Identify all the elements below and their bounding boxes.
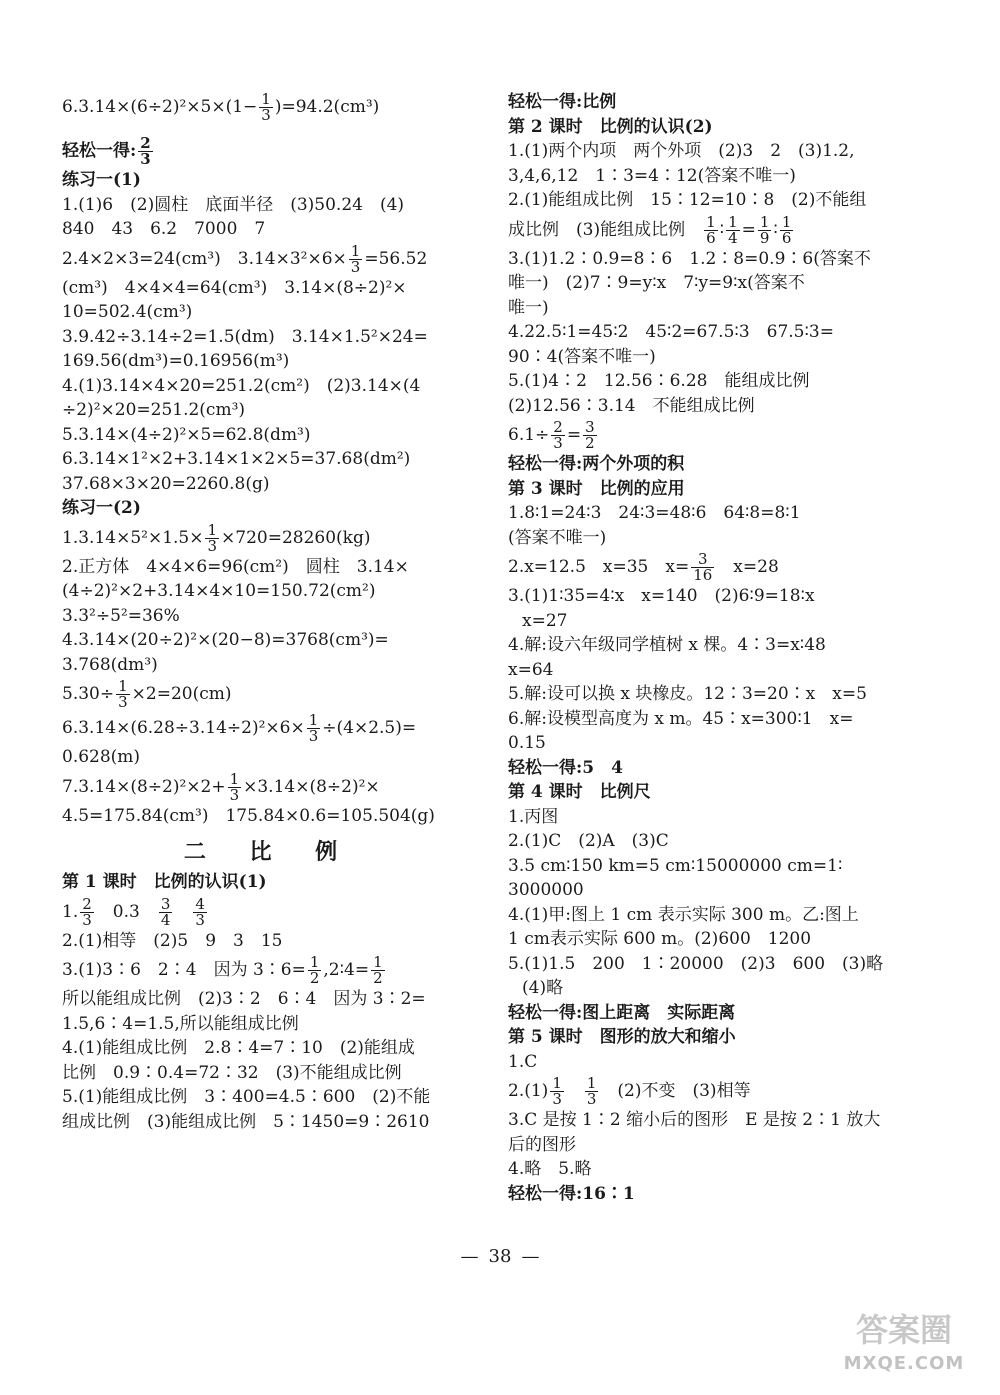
answer-line: 3.5 cm∶150 km=5 cm∶15000000 cm=1∶ [508, 855, 843, 876]
spacer [62, 124, 477, 134]
text: 5.30÷ [62, 684, 115, 704]
answer-line: (2)12.56∶3.14 不能组成比例 [508, 395, 755, 416]
numerator: 3 [691, 552, 714, 568]
answer-line [62, 770, 477, 804]
denominator: 3 [82, 910, 92, 929]
numerator: 1 [229, 769, 240, 788]
answer-line: 1.(1)两个内项 两个外项 (2)3 2 (3)1.2, [508, 141, 855, 161]
text: ÷(4×2.5)= [322, 718, 417, 738]
denominator: 3 [195, 910, 205, 929]
answer-line: 840 43 6.2 7000 7 [62, 219, 266, 239]
answer-line [62, 90, 477, 124]
numerator: 2 [82, 894, 92, 913]
section-title: 二 比 例 [183, 839, 356, 865]
lesson-title: 第 2 课时 比例的认识(2) [508, 116, 713, 137]
answer-line: 4.3.14×(20÷2)²×(20−8)=3768(cm³)= [62, 630, 389, 650]
lesson-title: 第 3 课时 比例的应用 [508, 478, 685, 499]
answer-line: 4.(1)甲:图上 1 cm 表示实际 300 m。乙:图上 [508, 904, 859, 925]
answer-line [62, 711, 477, 745]
denominator: 3 [350, 257, 361, 276]
text: )=94.2(cm³) [274, 97, 380, 117]
denominator: 3 [229, 785, 240, 804]
answer-line: 比例 0.9∶0.4=72∶32 (3)不能组成比例 [62, 1062, 402, 1083]
denominator: 3 [140, 150, 151, 168]
fraction [726, 212, 740, 247]
answer-line [508, 550, 920, 584]
denominator: 6 [781, 228, 792, 247]
right-column [508, 90, 920, 1206]
answer-line [62, 677, 477, 711]
lesson-title: 第 5 课时 图形的放大和缩小 [508, 1027, 736, 1047]
text: ×720=28260(kg) [221, 527, 371, 548]
watermark-url: MXQE.COM [843, 1353, 965, 1374]
denominator: 4 [728, 228, 738, 247]
easy-tip: 轻松一得:两个外项的积 [508, 454, 685, 474]
numerator: 1 [261, 90, 271, 108]
answer-line [62, 953, 477, 987]
denominator: 2 [309, 969, 320, 987]
watermark-logo: 答案圈 [855, 1311, 952, 1349]
answer-line: 0.628(m) [62, 747, 141, 767]
answer-line: 2.(1)C (2)A (3)C [508, 831, 669, 851]
answer-line: 4.(1)能组成比例 2.8∶4=7∶10 (2)能组成 [62, 1038, 415, 1058]
answer-line: 6.3.14×1²×2+3.14×1×2×5=37.68(dm²) [62, 449, 411, 469]
fraction [116, 679, 130, 710]
watermark [824, 1307, 984, 1387]
answer-line: 3000000 [508, 880, 584, 900]
numerator: 1 [373, 953, 383, 971]
numerator: 2 [553, 418, 563, 436]
answer-line: 3.C 是按 1∶2 缩小后的图形 E 是按 2∶1 放大 [508, 1110, 881, 1130]
text: 轻松一得: [62, 141, 137, 161]
page-number: — 38 — [0, 1246, 1000, 1267]
answer-line: 4.略 5.略 [508, 1159, 592, 1179]
answer-line: 5.(1)1.5 200 1∶20000 (2)3 600 (3)略 [508, 953, 884, 974]
fraction [308, 955, 322, 986]
denominator: 3 [207, 536, 218, 555]
fraction [205, 520, 219, 555]
text: 1.3.14×5²×1.5× [62, 527, 204, 548]
lesson-title: 第 1 课时 比例的认识(1) [62, 872, 267, 892]
answer-line: (4÷2)²×2+3.14×4×10=150.72(cm²) [62, 581, 376, 601]
answer-line [62, 242, 477, 276]
numerator: 1 [308, 711, 319, 729]
numerator: 1 [309, 953, 320, 971]
numerator: 1 [706, 212, 716, 231]
answer-line: 2.(1)相等 (2)5 9 3 15 [62, 930, 283, 951]
denominator: 16 [693, 566, 713, 584]
answer-line: x=64 [508, 659, 554, 680]
text: 2.(1) [508, 1081, 549, 1101]
text: (2)不变 (3)相等 [617, 1081, 751, 1101]
fraction [585, 1076, 599, 1107]
text: 6.3.14×(6÷2)²×5×(1− [62, 97, 258, 117]
numerator: 1 [759, 212, 770, 231]
fraction [159, 894, 173, 929]
answer-line [62, 895, 477, 929]
denominator: 3 [552, 1090, 562, 1108]
fraction [138, 136, 152, 167]
numerator: 4 [195, 894, 205, 913]
text: x=28 [733, 557, 779, 577]
easy-tip: 轻松一得:16∶1 [508, 1183, 635, 1204]
numerator: 1 [586, 1074, 597, 1092]
denominator: 3 [308, 727, 319, 745]
answer-line: 5.(1)4∶2 12.56∶6.28 能组成比例 [508, 371, 810, 391]
text: 6.3.14×(6.28÷3.14÷2)²×6× [62, 718, 305, 738]
answer-line: 3.3²÷5²=36% [62, 605, 180, 626]
answer-line: 4.22.5∶1=45∶2 45∶2=67.5∶3 67.5∶3= [508, 322, 834, 342]
text: ×2=20(cm) [131, 684, 232, 704]
answer-line: 2.正方体 4×4×6=96(cm²) 圆柱 3.14× [62, 556, 409, 577]
text: =56.52 [364, 248, 428, 269]
easy-tip [62, 134, 477, 168]
answer-line: (4)略 [522, 978, 564, 998]
denominator: 2 [373, 969, 383, 987]
denominator: 9 [759, 228, 770, 247]
fraction [371, 955, 385, 986]
left-column [62, 90, 477, 1134]
fraction [551, 420, 565, 451]
exercise-title: 练习一(2) [62, 498, 141, 518]
numerator: 1 [350, 241, 361, 260]
text: ,2∶4= [323, 960, 370, 980]
answer-line: 0.15 [508, 733, 546, 753]
answer-line: 4.解:设六年级同学植树 x 棵。4∶3=x∶48 [508, 635, 826, 655]
answer-line: x=27 [522, 610, 568, 631]
answer-line [508, 418, 920, 452]
text: 成比例 (3)能组成比例 [508, 219, 686, 240]
answer-line: 10=502.4(cm³) [62, 302, 193, 322]
answer-line: 所以能组成比例 (2)3∶2 6∶4 因为 3∶2= [62, 989, 426, 1009]
answer-line: 4.5=175.84(cm³) 175.84×0.6=105.504(g) [62, 805, 435, 826]
fraction [758, 212, 772, 247]
denominator: 3 [586, 1090, 597, 1108]
answer-line: 5.解:设可以换 x 块橡皮。12∶3=20∶x x=5 [508, 684, 867, 704]
denominator: 3 [261, 106, 271, 124]
numerator: 1 [207, 520, 218, 539]
numerator: 1 [118, 677, 128, 695]
answer-line: 唯一) [508, 297, 549, 318]
fraction [193, 894, 207, 929]
answer-line: (cm³) 4×4×4=64(cm³) 3.14×(8÷2)²× [62, 277, 407, 298]
numerator: 1 [781, 212, 792, 231]
answer-line: 37.68×3×20=2260.8(g) [62, 473, 270, 494]
answer-line: 1 cm表示实际 600 m。(2)600 1200 [508, 929, 812, 949]
answer-line [508, 1074, 920, 1108]
numerator: 3 [585, 418, 595, 436]
fraction [307, 713, 321, 744]
answer-line: 3.(1)1∶35=4∶x x=140 (2)6∶9=18∶x [508, 586, 815, 606]
answer-line: 1.8∶1=24∶3 24∶3=48∶6 64∶8=8∶1 [508, 503, 801, 523]
answer-line: 3,4,6,12 1∶3=4∶12(答案不唯一) [508, 165, 796, 186]
numerator: 3 [160, 894, 171, 913]
answer-line: 169.56(dm³)=0.16956(m³) [62, 351, 290, 371]
fraction [691, 552, 714, 583]
answer-line: 1.丙图 [508, 806, 559, 827]
numerator: 2 [140, 134, 151, 152]
numerator: 1 [552, 1074, 562, 1092]
text: 2.4×2×3=24(cm³) 3.14×3²×6× [62, 248, 347, 269]
text: 1. [62, 901, 79, 922]
answer-line: 3.9.42÷3.14÷2=1.5(dm) 3.14×1.5²×24= [62, 326, 428, 347]
answer-line: 1.5,6∶4=1.5,所以能组成比例 [62, 1013, 299, 1034]
text: 2.x=12.5 x=35 x= [508, 557, 690, 577]
answer-line: ÷2)²×20=251.2(cm³) [62, 400, 246, 420]
easy-tip: 轻松一得:5 4 [508, 757, 623, 778]
easy-tip: 轻松一得:图上距离 实际距离 [508, 1002, 736, 1023]
answer-line: 5.3.14×(4÷2)²×5=62.8(dm³) [62, 424, 311, 445]
numerator: 1 [728, 212, 738, 231]
answer-line: 6.解:设模型高度为 x m。45∶x=300∶1 x= [508, 708, 854, 729]
answer-line: 1.(1)6 (2)圆柱 底面半径 (3)50.24 (4) [62, 194, 405, 215]
text: ∶ [773, 219, 778, 240]
text: ∶ [719, 219, 725, 240]
fraction [550, 1076, 564, 1107]
answer-line: 唯一) (2)7∶9=y∶x 7∶y=9∶x(答案不 [508, 273, 805, 293]
text: ×3.14×(8÷2)²× [243, 776, 380, 797]
answer-line: 3.(1)1.2∶0.9=8∶6 1.2∶8=0.9∶6(答案不 [508, 248, 871, 269]
text: 3.(1)3∶6 2∶4 因为 3∶6= [62, 960, 306, 980]
answer-line: 1.C [508, 1051, 538, 1072]
text: 7.3.14×(8÷2)²×2+ [62, 776, 226, 797]
fraction [780, 212, 794, 247]
fraction [704, 212, 718, 247]
answer-line: 5.(1)能组成比例 3∶400=4.5∶600 (2)不能 [62, 1087, 431, 1107]
denominator: 6 [706, 228, 716, 247]
denominator: 3 [553, 434, 563, 452]
denominator: 2 [585, 434, 595, 452]
text: 6.1÷ [508, 425, 550, 445]
fraction [349, 241, 363, 276]
answer-line [508, 213, 920, 247]
easy-tip: 轻松一得:比例 [508, 92, 617, 112]
answer-line: 后的图形 [508, 1134, 576, 1155]
denominator: 4 [160, 910, 171, 929]
answer-line: 4.(1)3.14×4×20=251.2(cm²) (2)3.14×(4 [62, 375, 421, 396]
exercise-title: 练习一(1) [62, 170, 141, 190]
answer-line: 组成比例 (3)能组成比例 5∶1450=9∶2610 [62, 1111, 430, 1132]
fraction [583, 420, 597, 451]
fraction [259, 92, 273, 123]
text: = [566, 425, 582, 445]
answer-line: 90∶4(答案不唯一) [508, 346, 656, 367]
answer-line: 3.768(dm³) [62, 654, 158, 675]
text: = [741, 219, 756, 240]
answer-line: (答案不唯一) [508, 527, 607, 548]
fraction [228, 769, 242, 804]
fraction [80, 894, 94, 929]
lesson-title: 第 4 课时 比例尺 [508, 782, 651, 802]
denominator: 3 [118, 693, 128, 711]
text: 0.3 [112, 901, 140, 922]
answer-line: 2.(1)能组成比例 15∶12=10∶8 (2)不能组 [508, 190, 867, 210]
answer-line [62, 521, 477, 555]
